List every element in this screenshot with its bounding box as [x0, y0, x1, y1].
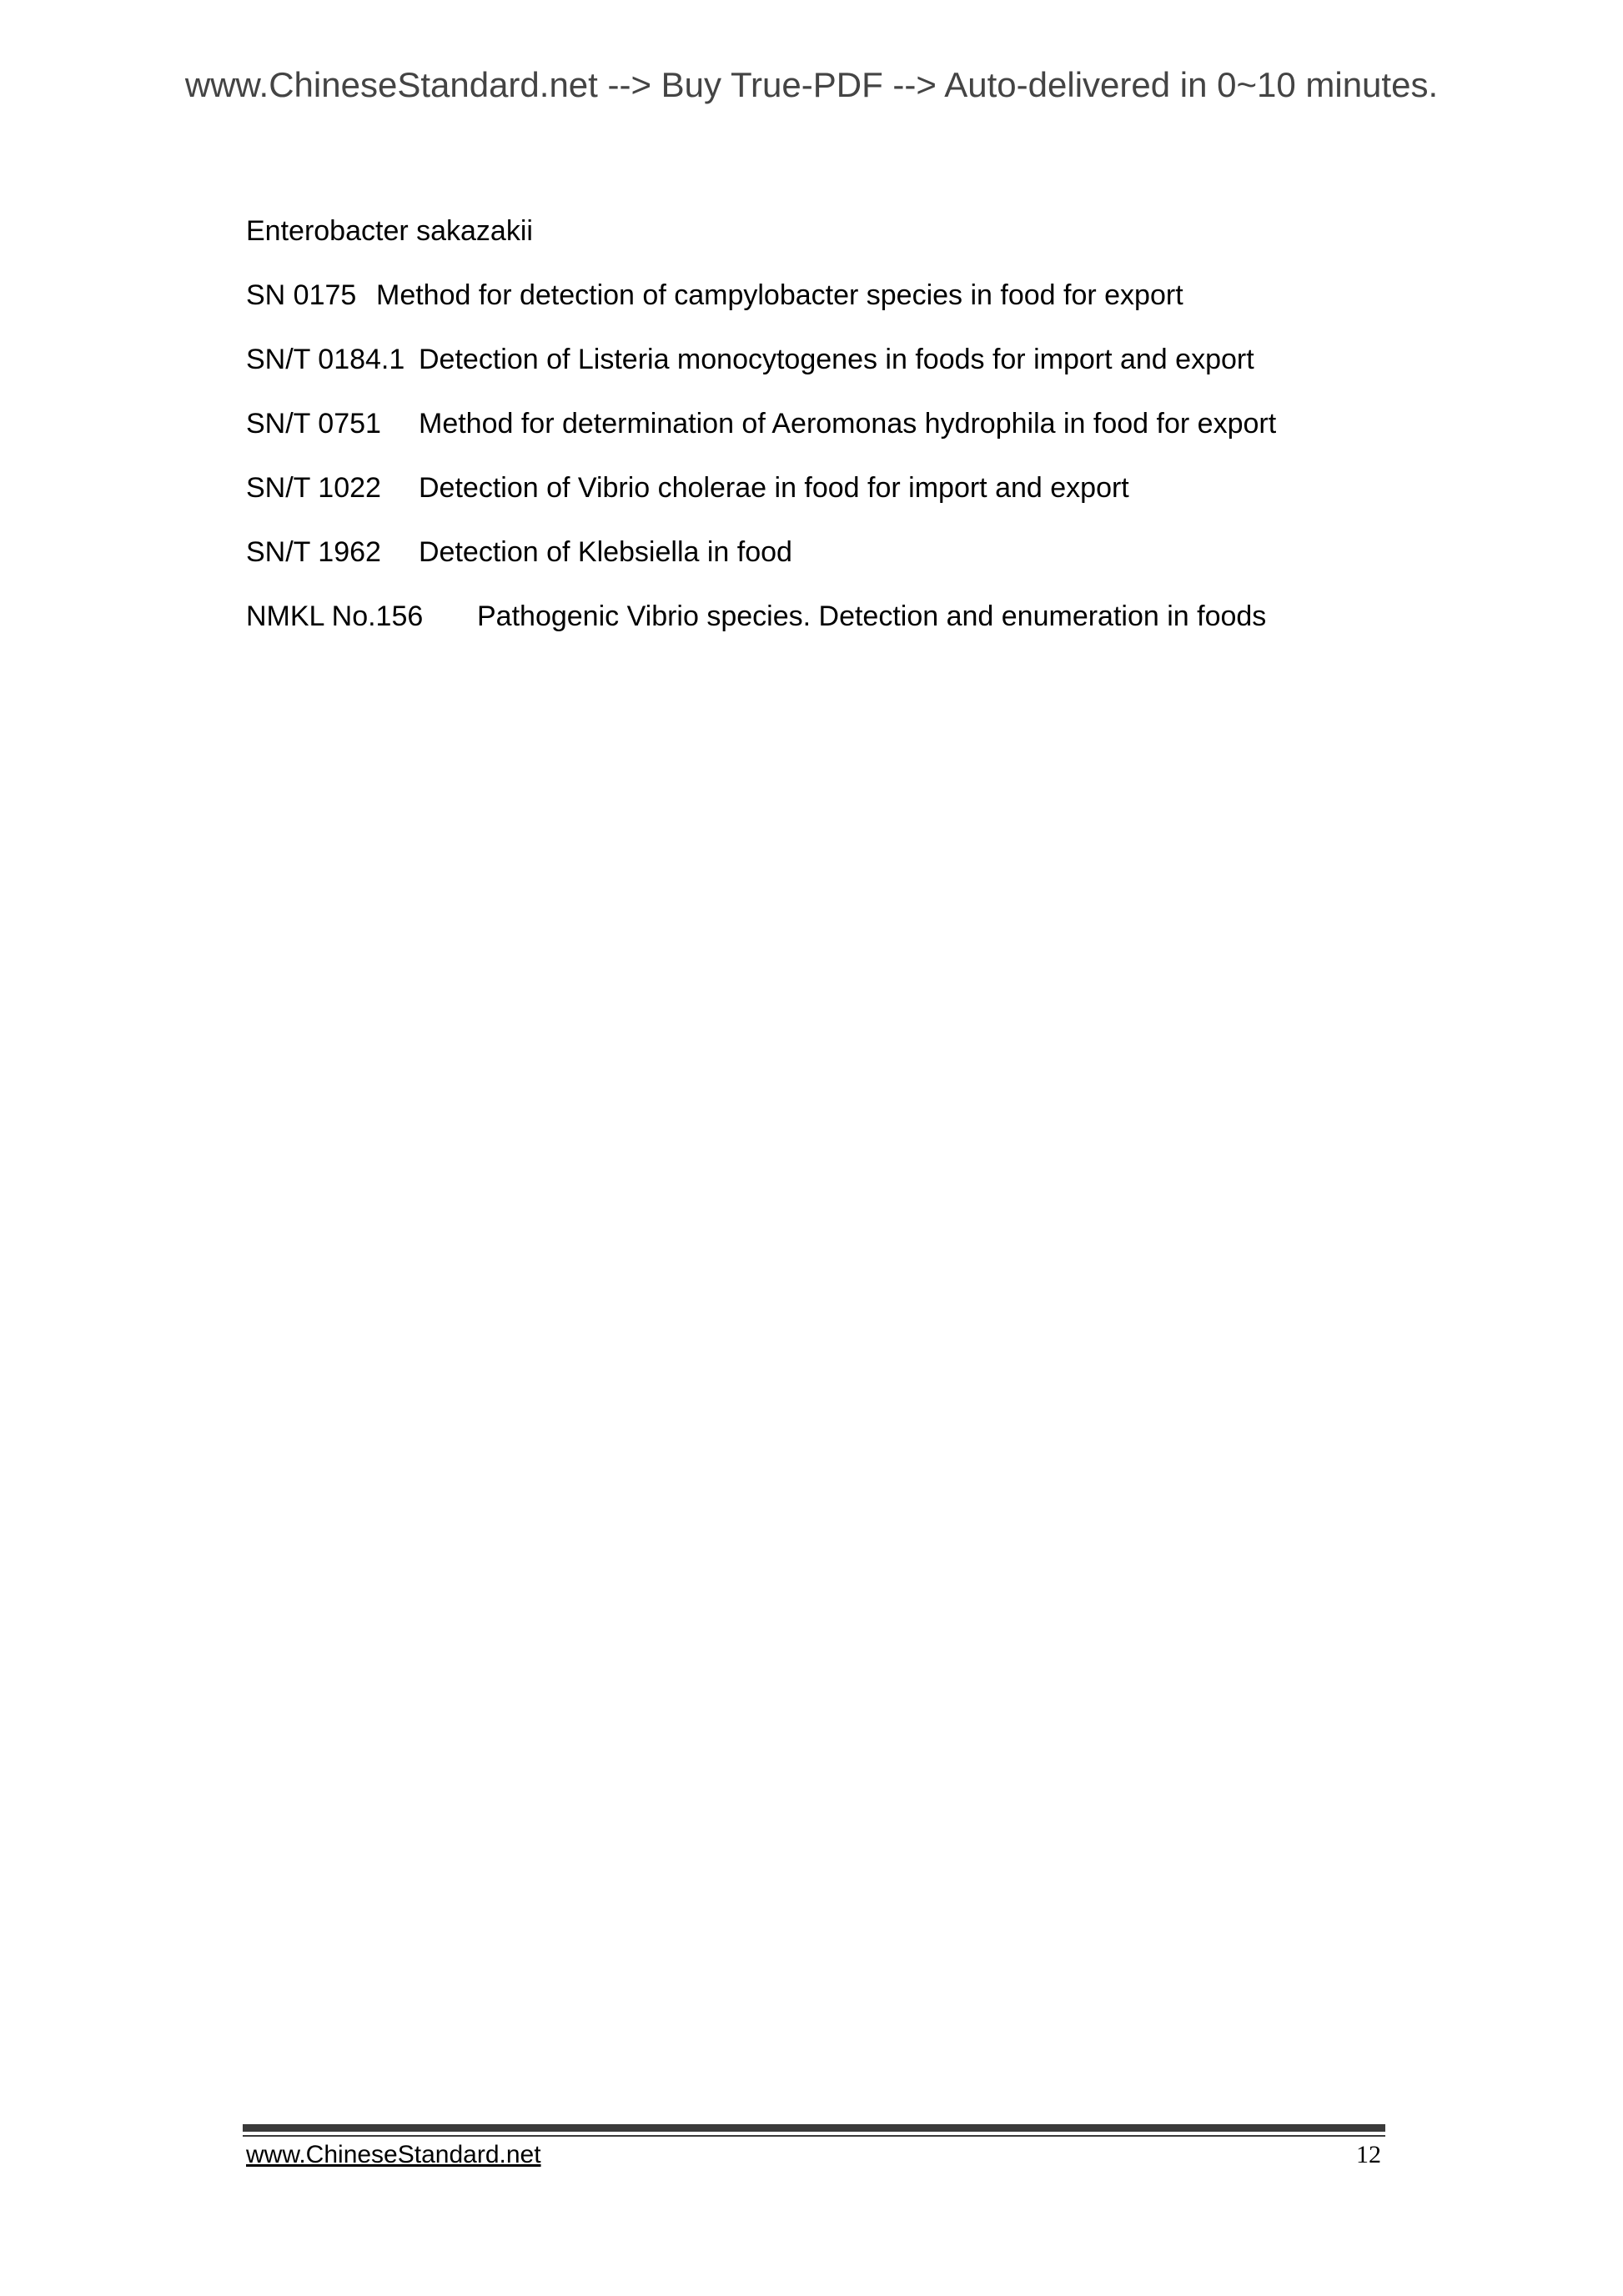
page-number: 12 — [1356, 2141, 1381, 2168]
reference-code: SN 0175 — [246, 279, 357, 311]
reference-title: Method for detection of campylobacter species in food for export — [376, 279, 1183, 311]
reference-code: SN/T 1022 — [246, 472, 381, 504]
reference-title: Detection of Vibrio cholerae in food for import and export — [419, 472, 1129, 504]
footer-divider-thin — [243, 2135, 1385, 2137]
reference-code: SN/T 0184.1 — [246, 344, 405, 375]
reference-title: Pathogenic Vibrio species. Detection and enumeration in foods — [477, 600, 1267, 632]
footer-divider — [243, 2124, 1385, 2132]
reference-code: SN/T 1962 — [246, 536, 381, 568]
reference-code: NMKL No.156 — [246, 600, 424, 632]
footer-site-link[interactable]: www.ChineseStandard.net — [246, 2141, 541, 2168]
reference-title: Detection of Listeria monocytogenes in foods for import and export — [419, 344, 1254, 375]
top-banner: www.ChineseStandard.net --> Buy True-PDF --> Auto-delivered in 0~10 minutes. — [184, 65, 1439, 104]
reference-title: Detection of Klebsiella in food — [419, 536, 792, 568]
reference-title: Method for determination of Aeromonas hydrophila in food for export — [419, 408, 1277, 440]
intro-line: Enterobacter sakazakii — [246, 215, 533, 247]
reference-code: SN/T 0751 — [246, 408, 381, 440]
